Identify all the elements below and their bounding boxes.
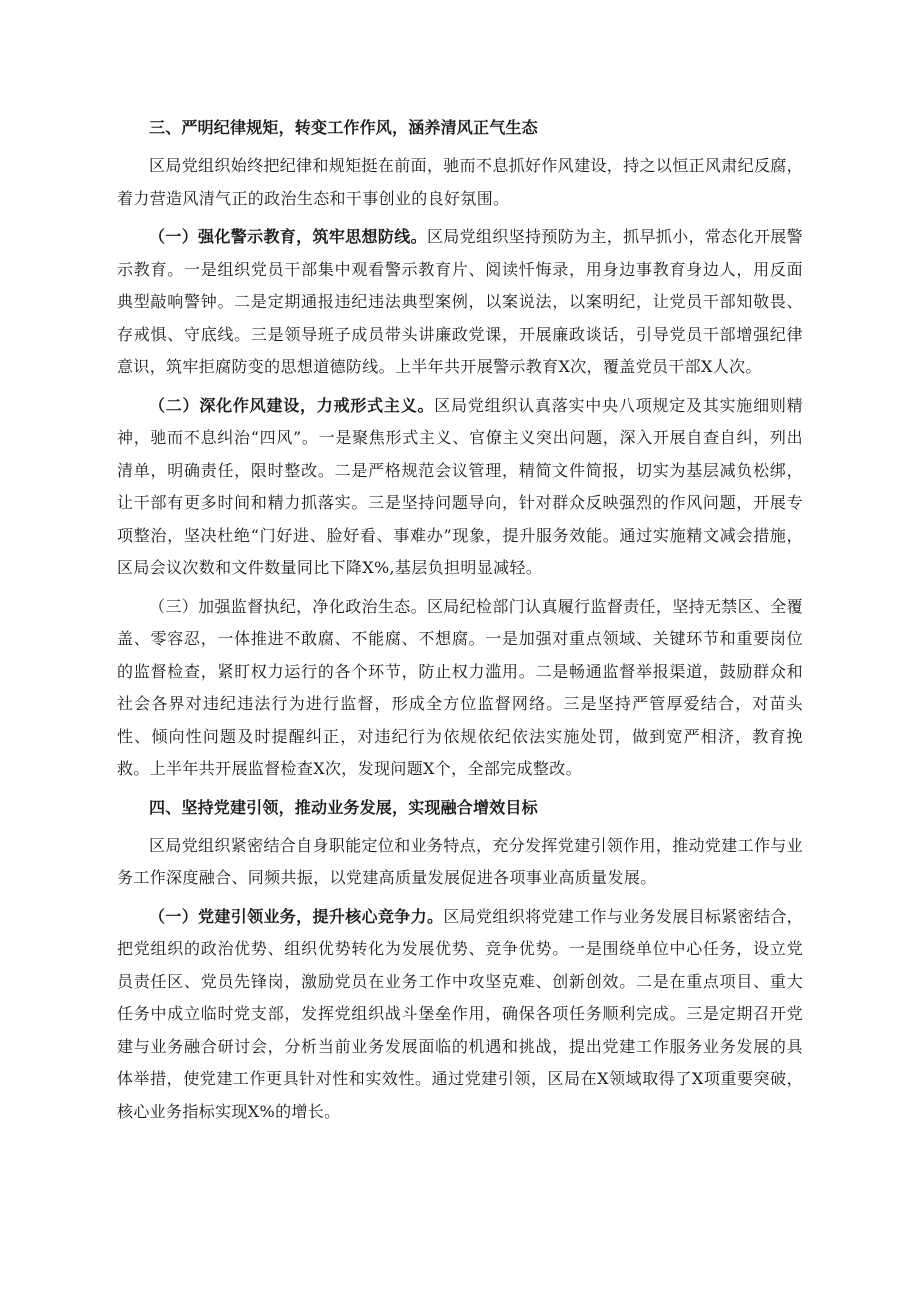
item-lead: （一）党建引领业务，提升核心竞争力。 xyxy=(149,906,444,926)
section-3-item-1 xyxy=(117,221,803,384)
item-lead: （一）强化警示教育，筑牢思想防线。 xyxy=(149,227,427,246)
document-page xyxy=(117,112,803,1134)
section-4-intro: 区局党组织紧密结合自身职能定位和业务特点，充分发挥党建引领作用，推动党建工作与业务工作深度融合、同频共振，以党建高质量发展促进各项事业高质量发展。 xyxy=(117,835,804,887)
item-body: 区局党组织将党建工作与业务发展目标紧密结合，把党组织的政治优势、组织优势转化为发展优势、竞争优势。一是围绕单位中心任务，设立党员责任区、党员先锋岗，激励党员在业务工作中攻坚克难、创新创效。二是在重点项目、重大任务中成立临时党支部，发挥党组织战斗堡垒作用，确保各项任务顺利完成。三是定期召开党建与业务融合研讨会，分析当前业务发展面临的机遇和挑战，提出党建工作服务业务发展的具体举措，使党建工作更具针对性和实效性。通过党建引领，区局在X领域取得了X项重要突破，核心业务指标实现X%的增长。 xyxy=(117,906,804,1121)
item-body: 区局纪检部门认真履行监督责任，坚持无禁区、全覆盖、零容忍，一体推进不敢腐、不能腐、不想腐。一是加强对重点领域、关键环节和重要岗位的监督检查，紧盯权力运行的各个环节，防止权力滥用。二是畅通监督举报渠道，鼓励群众和社会各界对违纪违法行为进行监督，形成全方位监督网络。三是坚持严管厚爱结合，对苗头性、倾向性问题及时提醒纠正，对违纪行为依规依纪依法实施处罚，做到宽严相济，教育挽救。上半年共开展监督检查X次，发现问题X个，全部完成整改。 xyxy=(117,596,804,778)
section-3-item-3 xyxy=(117,591,803,786)
section-4-heading: 四、坚持党建引领，推动业务发展，实现融合增效目标 xyxy=(149,797,538,817)
section-3-intro: 区局党组织始终把纪律和规矩挺在前面，驰而不息抓好作风建设，持之以恒正风肃纪反腐，着力营造风清气正的政治生态和干事创业的良好氛围。 xyxy=(117,156,804,208)
section-3-heading: 三、严明纪律规矩，转变工作作风，涵养清风正气生态 xyxy=(149,118,538,137)
section-4-item-1 xyxy=(117,901,803,1129)
item-lead: （三）加强监督执纪，净化政治生态。 xyxy=(149,596,427,616)
item-body: 区局党组织认真落实中央八项规定及其实施细则精神，驰而不息纠治“四风”。一是聚焦形式主义、官僚主义突出问题，深入开展自查自纠，列出清单，明确责任，限时整改。二是严格规范会议管理，精简文件简报，切实为基层减负松绑，让干部有更多时间和精力抓落实。三是坚持问题导向，针对群众反映强烈的作风问题，开展专项整治，坚决杜绝“门好进、脸好看、事难办”现象，提升服务效能。通过实施精文减会措施，区局会议次数和文件数量同比下降X%,基层负担明显减轻。 xyxy=(117,395,803,577)
section-3-item-2 xyxy=(117,390,803,585)
item-body: 区局党组织坚持预防为主，抓早抓小，常态化开展警示教育。一是组织党员干部集中观看警示教育片、阅读忏悔录，用身边事教育身边人，用反面典型敲响警钟。二是定期通报违纪违法典型案例，以案说法，以案明纪，让党员干部知敬畏、存戒惧、守底线。三是领导班子成员带头讲廉政党课，开展廉政谈话，引导党员干部增强纪律意识，筑牢拒腐防变的思想道德防线。上半年共开展警示教育X次，覆盖党员干部X人次。 xyxy=(117,227,804,376)
item-lead: （二）深化作风建设，力戒形式主义。 xyxy=(149,395,435,415)
